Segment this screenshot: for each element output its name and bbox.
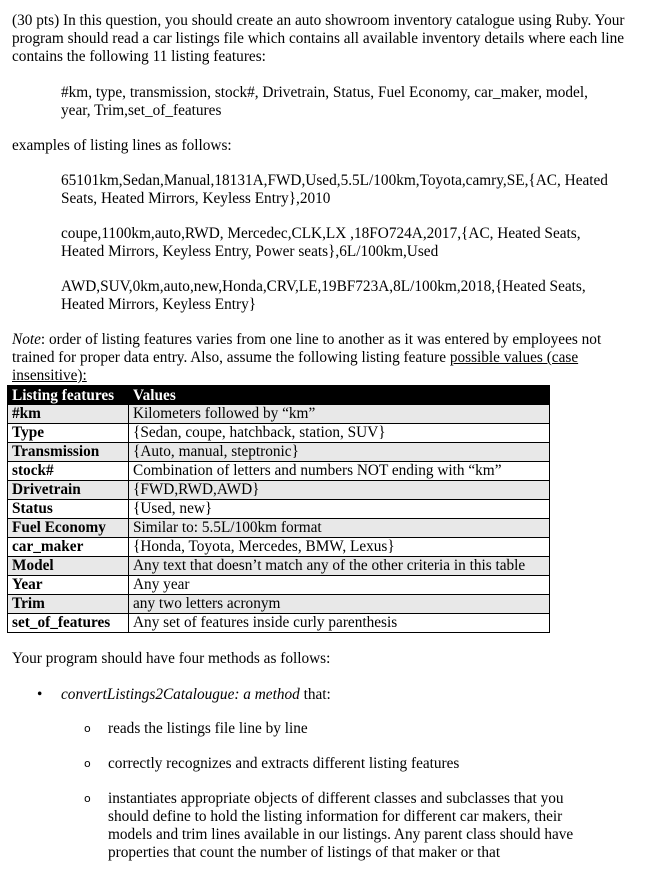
table-row [8,405,550,424]
table-header-row [8,386,550,405]
method-name: convertListings2Catalougue: a method [61,686,300,703]
value-cell: any two letters acronym [129,595,550,614]
value-cell: Any set of features inside curly parenthesis [129,614,550,633]
method-suffix: that: [299,686,331,703]
table-row [8,538,550,557]
feature-cell: stock# [8,462,129,481]
table-row [8,462,550,481]
table-row [8,614,550,633]
feature-cell: Fuel Economy [8,519,129,538]
table-row [8,481,550,500]
note-text-1: : order of listing features varies from one line to another as it was entered by employees not trained for proper data entry. Also, assume the following listing feature [12,331,602,366]
examples-label: examples of listing lines as follows: [12,137,232,154]
sub-item-text: reads the listings file line by line [108,720,308,737]
feature-cell: Model [8,557,129,576]
value-cell: Combination of letters and numbers NOT ending with “km” [129,462,550,481]
feature-cell: Trim [8,595,129,614]
feature-cell: Type [8,424,129,443]
example-line-1: 65101km,Sedan,Manual,18131A,FWD,Used,5.5L/100km,Toyota,camry,SE,{AC, Heated Seats, Heated Mirrors, Keyless Entry},2010 [61,172,608,207]
value-cell: {FWD,RWD,AWD} [129,481,550,500]
value-cell: Kilometers followed by “km” [129,405,550,424]
table-row [8,500,550,519]
listing-features-table [7,385,550,633]
bullet-icon: • [37,686,43,703]
circle-bullet-icon: o [84,757,91,770]
value-cell: {Sedan, coupe, hatchback, station, SUV} [129,424,550,443]
value-cell: Any text that doesn’t match any of the other criteria in this table [129,557,550,576]
table-row [8,443,550,462]
question-intro: (30 pts) In this question, you should create an auto showroom inventory catalogue using Ruby. Your program should read a car listings file which contains all available inventory details where each line contains the following 11 listing features: [12,12,625,65]
circle-bullet-icon: o [84,792,91,805]
header-values: Values [129,386,550,405]
table-row [8,424,550,443]
table-row [8,576,550,595]
table-row [8,557,550,576]
example-line-3: AWD,SUV,0km,auto,new,Honda,CRV,LE,19BF723A,8L/100km,2018,{Heated Seats, Heated Mirrors, Keyless Entry} [61,278,586,313]
sub-item [84,720,604,738]
table-row [8,595,550,614]
value-cell: {Auto, manual, steptronic} [129,443,550,462]
value-cell: Similar to: 5.5L/100km format [129,519,550,538]
sub-item-text: instantiates appropriate objects of different classes and subclasses that you should define to hold the listing information for different car makers, their models and trim lines available in our listings. Any parent class should have properties that count the number of listings of that maker or that [108,790,574,861]
note-paragraph [12,331,632,385]
value-cell: {Honda, Toyota, Mercedes, BMW, Lexus} [129,538,550,557]
feature-cell: car_maker [8,538,129,557]
note-label: Note [12,331,41,348]
methods-intro: Your program should have four methods as follows: [12,650,331,667]
sub-item [84,755,604,773]
feature-cell: #km [8,405,129,424]
example-line-2: coupe,1100km,auto,RWD, Mercedec,CLK,LX ,18FO724A,2017,{AC, Heated Seats, Heated Mirrors, Keyless Entry, Power seats},6L/100km,Used [61,225,581,260]
header-feature: Listing features [8,386,129,405]
features-list: #km, type, transmission, stock#, Drivetrain, Status, Fuel Economy, car_maker, model, year, Trim,set_of_features [61,84,588,119]
value-cell: Any year [129,576,550,595]
circle-bullet-icon: o [84,722,91,735]
feature-cell: Status [8,500,129,519]
feature-cell: Year [8,576,129,595]
feature-cell: Transmission [8,443,129,462]
table-row [8,519,550,538]
feature-cell: set_of_features [8,614,129,633]
feature-cell: Drivetrain [8,481,129,500]
sub-item [84,790,604,862]
value-cell: {Used, new} [129,500,550,519]
method-bullet-item [37,686,331,704]
note-text-2: possible values (case insensitive): [12,349,579,384]
sub-item-text: correctly recognizes and extracts different listing features [108,755,460,772]
